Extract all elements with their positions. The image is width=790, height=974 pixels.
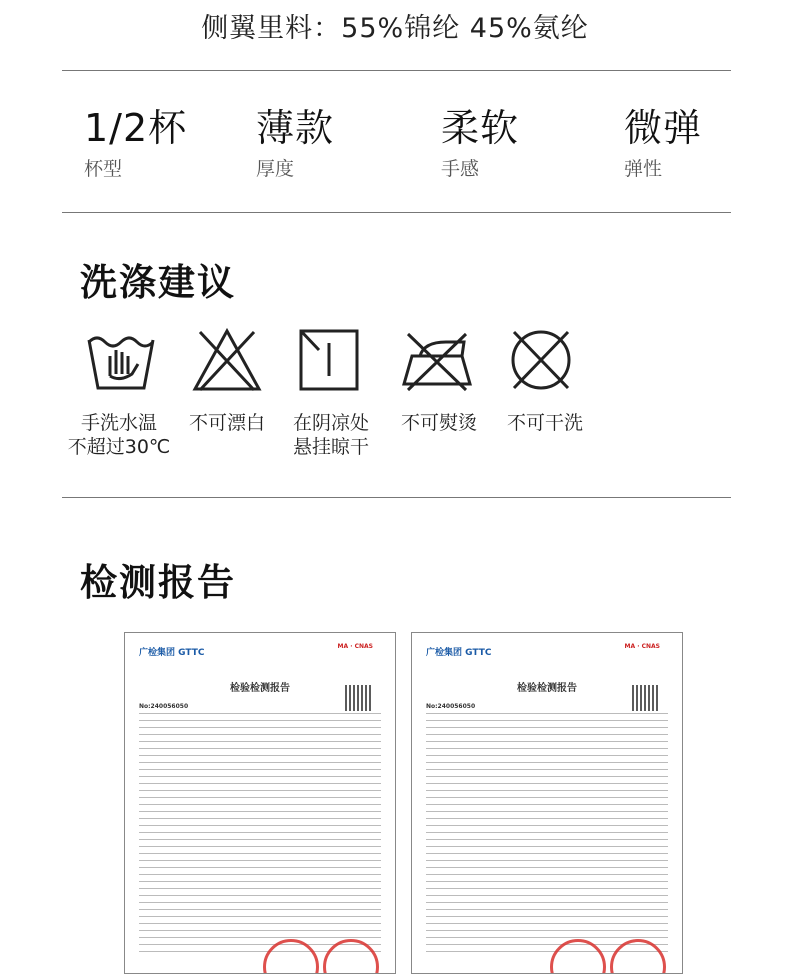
cert-badges-icon: MA · CNAS	[624, 643, 660, 650]
qr-code-icon	[632, 685, 658, 711]
care-title: 洗涤建议	[80, 261, 236, 304]
no-iron-icon	[402, 328, 472, 392]
attr-value: 薄款	[256, 106, 335, 150]
report-table	[139, 713, 381, 953]
care-label-line: 在阴凉处	[292, 412, 369, 434]
cert-badges-icon: MA · CNAS	[337, 643, 373, 650]
care-label-no-iron	[394, 411, 484, 435]
attr-value: 1/2杯	[84, 106, 188, 150]
care-label-line: 不可干洗	[506, 412, 583, 434]
hand-wash-icon	[86, 328, 156, 392]
attr-label: 杯型	[84, 158, 123, 180]
lining-composition: 侧翼里料：55%锦纶 45%氨纶	[201, 13, 589, 44]
care-label-no-dry-clean	[500, 411, 590, 435]
attr-elasticity	[624, 104, 702, 181]
care-label-line: 悬挂晾干	[292, 436, 369, 458]
attr-label: 弹性	[624, 158, 663, 180]
attr-label: 厚度	[256, 158, 295, 180]
report-title: 检验检测报告	[230, 683, 290, 694]
report-number: No:240056050	[139, 703, 189, 710]
care-label-no-bleach	[182, 411, 272, 435]
attr-feel	[441, 104, 519, 181]
attr-label: 手感	[441, 158, 480, 180]
care-label-line: 手洗水温	[80, 412, 157, 434]
divider	[62, 70, 731, 71]
no-bleach-icon	[192, 328, 262, 392]
line-dry-shade-icon	[297, 328, 367, 392]
report-number: No:240056050	[426, 703, 476, 710]
test-report-1[interactable]	[124, 632, 396, 974]
care-label-line-dry	[286, 411, 376, 459]
attr-thickness	[256, 104, 334, 181]
care-label-hand-wash	[64, 411, 174, 459]
gttc-logo: 广检集团 GTTC	[426, 648, 492, 658]
divider	[62, 497, 731, 498]
test-report-2[interactable]	[411, 632, 683, 974]
report-title: 检验检测报告	[517, 683, 577, 694]
attr-value: 柔软	[441, 106, 520, 150]
divider	[62, 212, 731, 213]
care-label-line: 不可漂白	[188, 412, 265, 434]
report-table	[426, 713, 668, 953]
attr-value: 微弹	[624, 106, 703, 150]
care-label-line: 不可熨烫	[400, 412, 477, 434]
gttc-logo: 广检集团 GTTC	[139, 648, 205, 658]
reports-title: 检测报告	[80, 561, 236, 604]
qr-code-icon	[345, 685, 371, 711]
care-label-line: 不超过30℃	[67, 436, 171, 458]
attr-cup	[84, 104, 187, 181]
no-dry-clean-icon	[508, 328, 578, 392]
